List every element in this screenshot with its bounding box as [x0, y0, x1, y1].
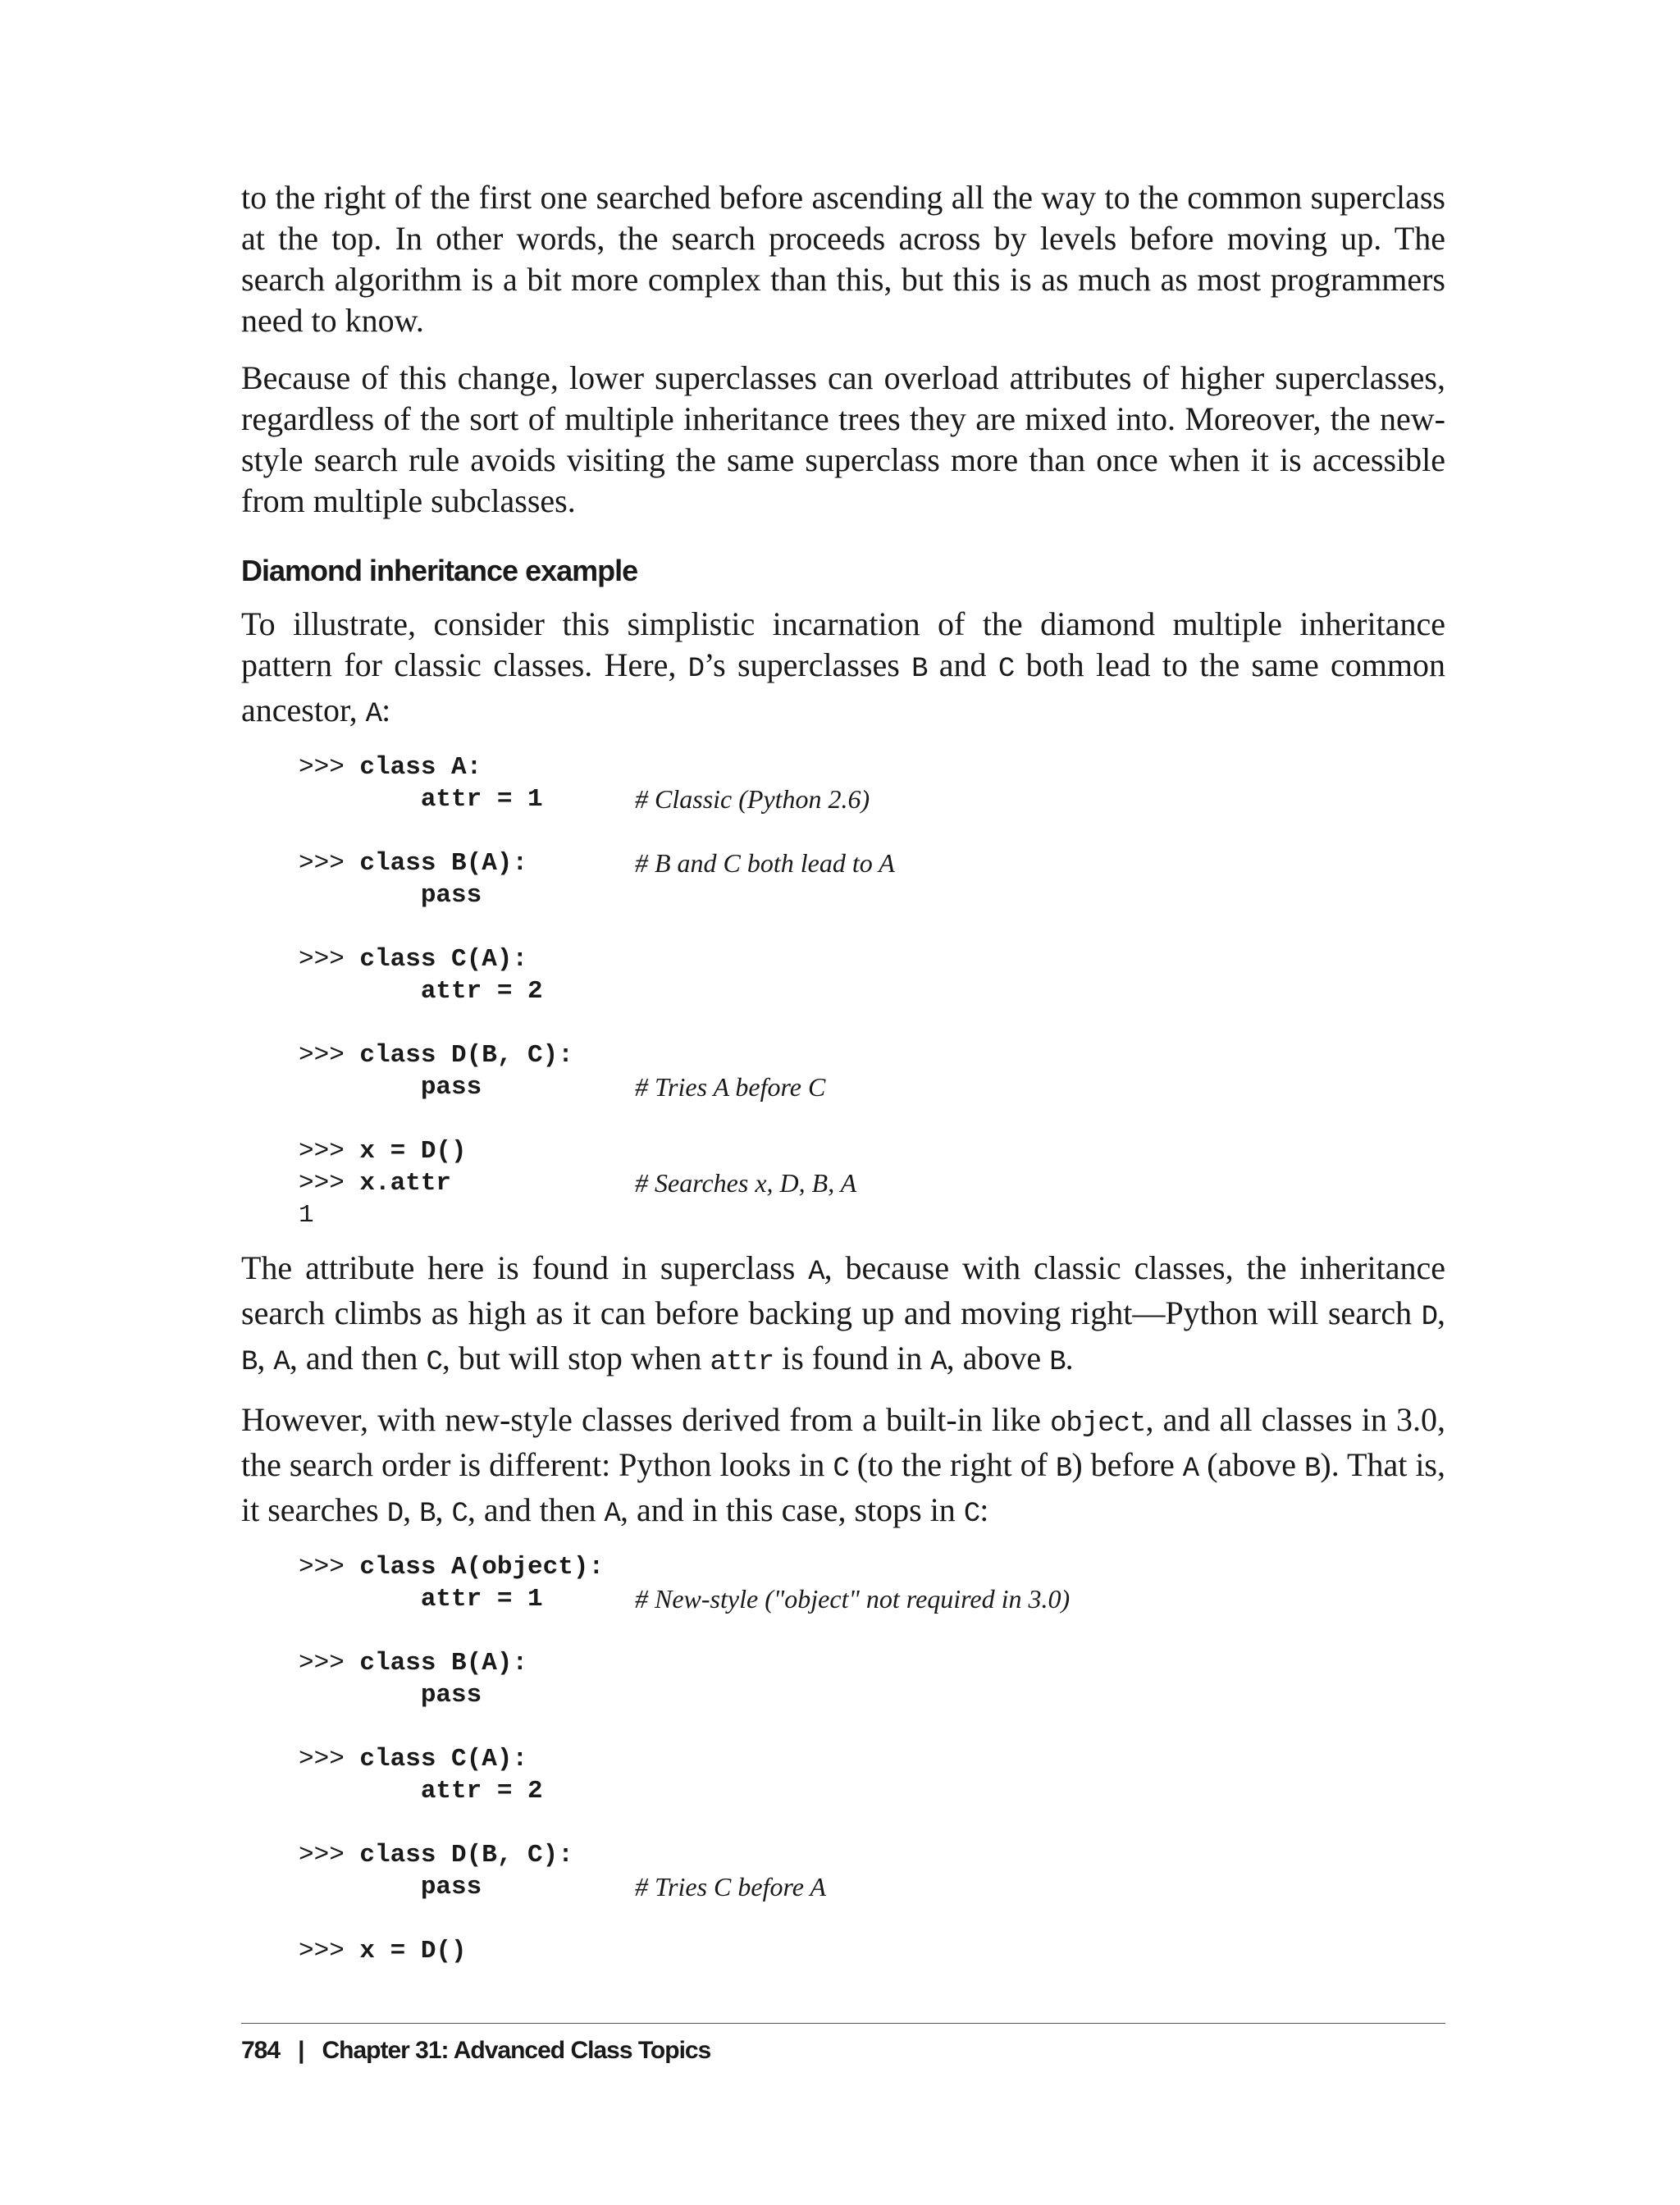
code-text: pass	[299, 881, 482, 910]
code-text: attr = 1	[299, 785, 543, 814]
inline-code: C	[833, 1454, 849, 1485]
inline-code: D	[1421, 1302, 1437, 1333]
code-text: class A(object):	[359, 1553, 605, 1582]
code-prompt: 1	[299, 1201, 314, 1230]
code-line	[299, 1103, 1445, 1135]
code-text: class C(A):	[359, 1745, 528, 1774]
code-comment: # Classic (Python 2.6)	[635, 784, 870, 814]
text: .	[1065, 1340, 1074, 1376]
code-line	[299, 1775, 1445, 1807]
code-line	[299, 783, 1445, 815]
code-text: class C(A):	[359, 945, 528, 974]
text: To illustrate, consider this simplistic incarnation of the diamond multiple inheritance pattern for classic classes. Here,	[241, 605, 1445, 683]
paragraph-4	[241, 1248, 1445, 1383]
inline-code: C	[426, 1347, 442, 1378]
code-prompt: >>>	[299, 1169, 360, 1198]
chapter-title: Chapter 31: Advanced Class Topics	[322, 2037, 711, 2064]
text: , and in this case, stops in	[619, 1491, 964, 1528]
code-line	[299, 1903, 1445, 1935]
code-line	[299, 1071, 1445, 1103]
inline-code: D	[687, 654, 705, 685]
text: and	[927, 646, 998, 683]
code-comment: # B and C both lead to A	[635, 848, 895, 878]
inline-code: C	[998, 654, 1015, 685]
code-prompt: >>>	[299, 849, 360, 878]
code-text: x.attr	[359, 1169, 452, 1198]
section-heading: Diamond inheritance example	[241, 554, 638, 587]
inline-code: C	[451, 1499, 468, 1530]
code-prompt: >>>	[299, 1841, 360, 1869]
page-number: 784	[241, 2037, 281, 2064]
code-line	[299, 911, 1445, 943]
code-comment: # Tries C before A	[635, 1872, 826, 1901]
inline-code: B	[1304, 1454, 1321, 1485]
code-text: class B(A):	[359, 1649, 528, 1678]
code-prompt: >>>	[299, 1937, 360, 1965]
text: ) before	[1071, 1446, 1183, 1483]
text: ’s superclasses	[704, 646, 912, 683]
code-line	[299, 1839, 1445, 1871]
text: , and all classes in 3.0, the search order is different: Python looks in	[241, 1401, 1445, 1483]
code-line	[299, 847, 1445, 879]
code-line	[299, 751, 1445, 783]
inline-code: C	[963, 1499, 980, 1530]
inline-code: B	[241, 1347, 258, 1378]
text: both lead to the same common ancestor,	[241, 646, 1445, 728]
text: , and then	[467, 1491, 605, 1528]
code-text: class A:	[359, 753, 482, 782]
text: ,	[435, 1491, 452, 1528]
code-line	[299, 1039, 1445, 1071]
code-text: pass	[299, 1073, 482, 1102]
code-text: x = D()	[359, 1937, 467, 1965]
code-line	[299, 1167, 1445, 1199]
text: :	[381, 692, 391, 728]
code-line	[299, 1583, 1445, 1615]
code-text: x = D()	[359, 1137, 467, 1166]
inline-code: B	[1049, 1347, 1066, 1378]
code-line	[299, 1679, 1445, 1711]
code-line	[299, 1135, 1445, 1167]
code-text: pass	[299, 1873, 482, 1901]
code-text: class B(A):	[359, 849, 528, 878]
code-line	[299, 1807, 1445, 1839]
code-prompt: >>>	[299, 753, 360, 782]
page-footer	[241, 2023, 1445, 2065]
text: , and then	[289, 1340, 427, 1376]
code-line	[299, 1935, 1445, 1967]
text: ,	[257, 1340, 274, 1376]
code-line	[299, 1743, 1445, 1775]
text: ,	[403, 1491, 420, 1528]
code-prompt: >>>	[299, 1649, 360, 1678]
code-block-classic	[299, 751, 1445, 1231]
text: The attribute here is found in superclass	[241, 1249, 809, 1286]
inline-code: A	[365, 699, 382, 730]
text: However, with new-style classes derived from a built-in like	[241, 1401, 1051, 1438]
code-line	[299, 1647, 1445, 1679]
code-line	[299, 1615, 1445, 1647]
text: , but will stop when	[441, 1340, 710, 1376]
inline-code: A	[808, 1257, 824, 1288]
text: is found in	[774, 1340, 931, 1376]
code-text: class D(B, C):	[359, 1041, 573, 1070]
inline-code: A	[930, 1347, 947, 1378]
footer-separator: |	[298, 2037, 304, 2064]
code-comment: # Searches x, D, B, A	[635, 1168, 857, 1198]
text: ). That is, it searches	[241, 1446, 1445, 1528]
code-text: attr = 2	[299, 1777, 543, 1806]
code-text: attr = 2	[299, 977, 543, 1006]
code-line	[299, 1199, 1445, 1231]
text: (to the right of	[848, 1446, 1056, 1483]
text: , because with classic classes, the inheritance search climbs as high as it can before backing up and moving right—Python will search	[241, 1249, 1445, 1331]
code-line	[299, 943, 1445, 975]
paragraph-1: to the right of the first one searched before ascending all the way to the common superclass at the top. In other words, the search proceeds across by levels before moving up. The search algorithm is a bit more complex than this, but this is as much as most programmers need to know.	[241, 179, 1445, 339]
code-prompt: >>>	[299, 1745, 360, 1774]
paragraph-5	[241, 1399, 1445, 1535]
code-line	[299, 1711, 1445, 1743]
code-prompt: >>>	[299, 1553, 360, 1582]
text: ,	[1437, 1294, 1445, 1331]
page-content	[241, 177, 1445, 1984]
paragraph-2: Because of this change, lower superclasses can overload attributes of higher superclasses, regardless of the sort of multiple inheritance trees they are mixed into. Moreover, the new-style search rule avoids visiting the same superclass more than once when it is accessible from multiple subclasses.	[241, 359, 1445, 519]
code-line	[299, 879, 1445, 911]
inline-code: B	[419, 1499, 436, 1530]
inline-code: B	[1055, 1454, 1072, 1485]
inline-code: A	[273, 1347, 290, 1378]
code-comment: # Tries A before C	[635, 1072, 826, 1102]
code-text: class D(B, C):	[359, 1841, 573, 1869]
inline-code: D	[386, 1499, 404, 1530]
code-line	[299, 815, 1445, 847]
code-line	[299, 975, 1445, 1007]
code-block-new-style	[299, 1551, 1445, 1967]
code-line	[299, 1871, 1445, 1903]
code-prompt: >>>	[299, 945, 360, 974]
code-line	[299, 1007, 1445, 1039]
paragraph-3	[241, 604, 1445, 735]
text: :	[979, 1491, 989, 1528]
inline-code: B	[911, 654, 928, 685]
code-text: pass	[299, 1681, 482, 1710]
code-line	[299, 1551, 1445, 1583]
code-prompt: >>>	[299, 1137, 360, 1166]
inline-code: A	[604, 1499, 620, 1530]
inline-code: A	[1182, 1454, 1199, 1485]
code-comment: # New-style ("object" not required in 3.0)	[635, 1584, 1071, 1614]
code-text: attr = 1	[299, 1585, 543, 1614]
inline-code: object	[1050, 1408, 1146, 1440]
inline-code: attr	[710, 1347, 774, 1378]
code-prompt: >>>	[299, 1041, 360, 1070]
text: (above	[1198, 1446, 1305, 1483]
text: , above	[946, 1340, 1050, 1376]
